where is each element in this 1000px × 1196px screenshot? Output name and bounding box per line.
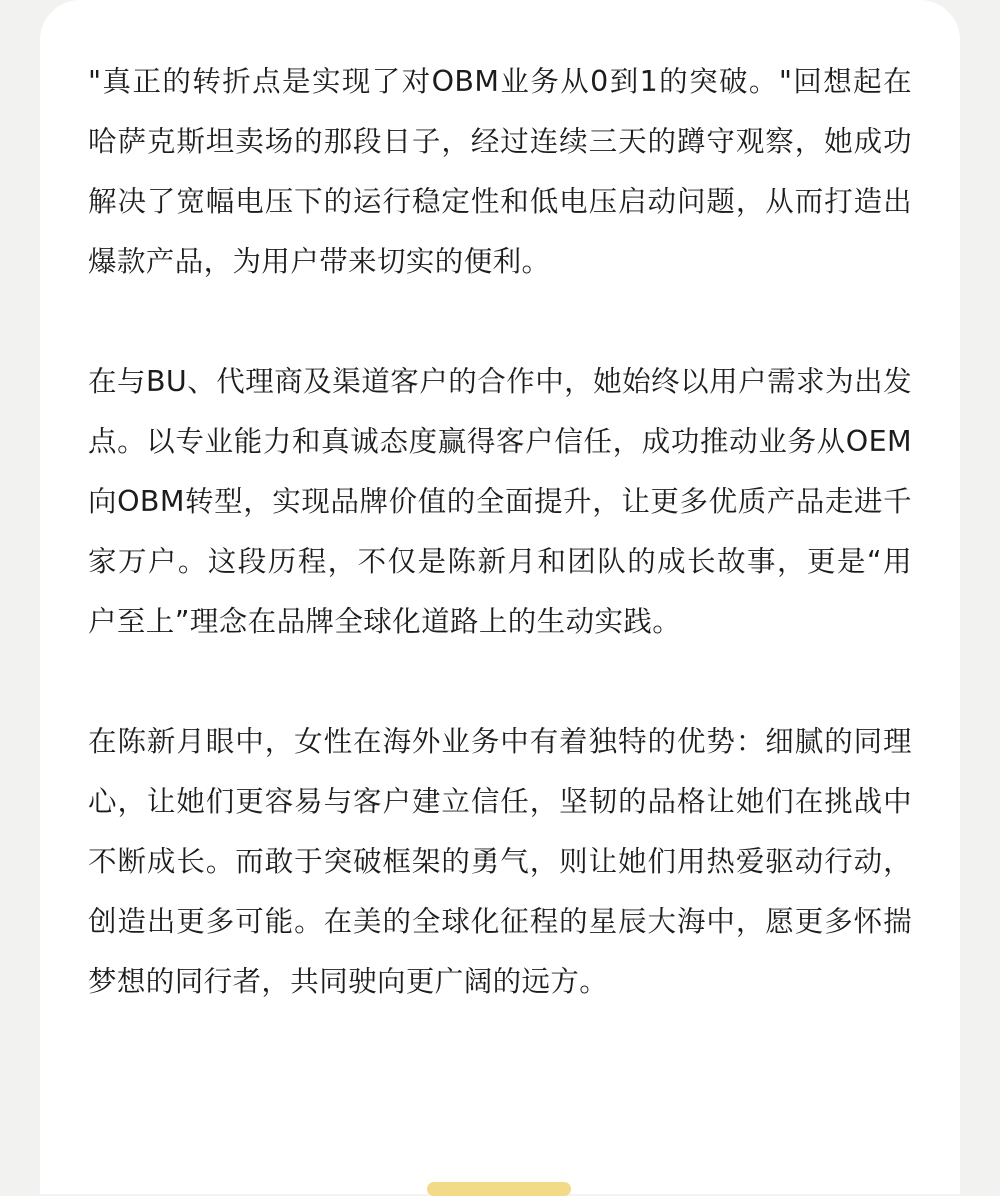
article-card [40,0,960,1194]
article-paragraph-2: 在与BU、代理商及渠道客户的合作中，她始终以用户需求为出发点。以专业能力和真诚态度赢得客户信任，成功推动业务从OEM向OBM转型，实现品牌价值的全面提升，让更多优质产品走进千家万户。这段历程，不仅是陈新月和团队的成长故事，更是“用户至上”理念在品牌全球化道路上的生动实践。 [88,365,912,638]
article-paragraph-3: 在陈新月眼中，女性在海外业务中有着独特的优势：细腻的同理心，让她们更容易与客户建立信任，坚韧的品格让她们在挑战中不断成长。而敢于突破框架的勇气，则让她们用热爱驱动行动，创造出更多可能。在美的全球化征程的星辰大海中，愿更多怀揣梦想的同行者，共同驶向更广阔的远方。 [88,725,912,998]
article-paragraph-1: "真正的转折点是实现了对OBM业务从0到1的突破。"回想起在哈萨克斯坦卖场的那段日子，经过连续三天的蹲守观察，她成功解决了宽幅电压下的运行稳定性和低电压启动问题，从而打造出爆款产品，为用户带来切实的便利。 [88,65,912,278]
